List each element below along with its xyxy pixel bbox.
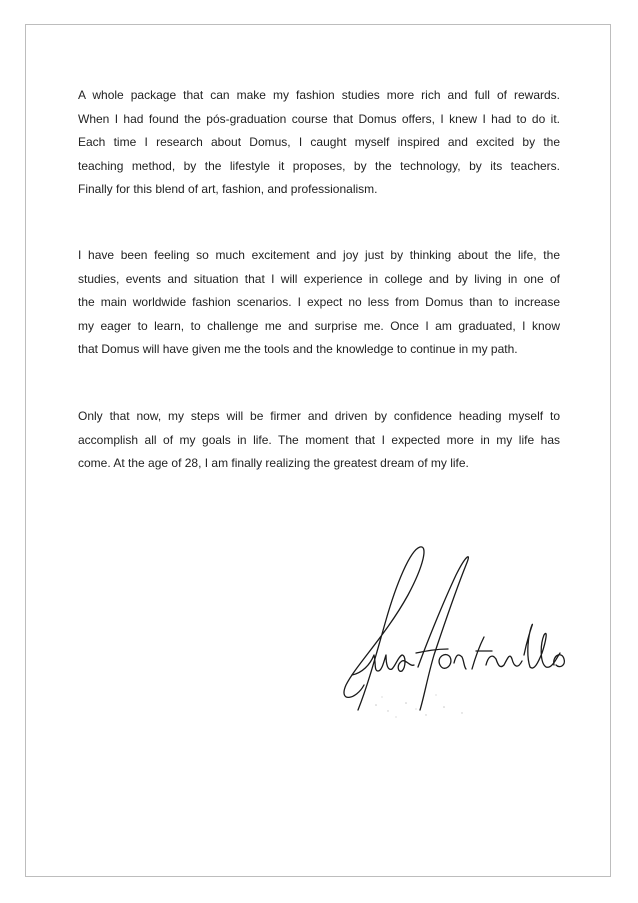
paragraph-line: that Domus will have given me the tools and the knowledge to continue in my path.	[78, 342, 518, 356]
paragraph-line: Finally for this blend of art, fashion, and professionalism.	[78, 182, 378, 196]
paragraph-line: teaching method, by the lifestyle it proposes, by the technology, by its teachers.	[78, 158, 560, 173]
paragraph-line: When I had found the pós-graduation course that Domus offers, I knew I had to do it.	[78, 111, 560, 126]
paragraph-line: Only that now, my steps will be firmer and driven by confidence heading myself to	[78, 409, 560, 423]
paragraph-line: the main worldwide fashion scenarios. I expect no less from Domus than to increase	[78, 295, 560, 309]
paragraph-line: Each time I research about Domus, I caught myself inspired and excited by the	[78, 135, 560, 149]
document-page	[25, 24, 611, 877]
paragraph-line: my eager to learn, to challenge me and surprise me. Once I am graduated, I know	[78, 318, 560, 333]
paragraph-line: accomplish all of my goals in life. The moment that I expected more in my life has	[78, 432, 560, 447]
paragraph-2	[78, 244, 560, 362]
handwritten-signature-icon	[316, 525, 576, 725]
paragraph-line: studies, events and situation that I will experience in college and by living in one of	[78, 271, 560, 286]
paragraph-1	[78, 84, 560, 202]
paragraph-line: come. At the age of 28, I am finally realizing the greatest dream of my life.	[78, 456, 469, 470]
paragraph-3	[78, 405, 560, 476]
paragraph-line: A whole package that can make my fashion studies more rich and full of rewards.	[78, 88, 560, 102]
paragraph-line: I have been feeling so much excitement and joy just by thinking about the life, the	[78, 248, 560, 262]
